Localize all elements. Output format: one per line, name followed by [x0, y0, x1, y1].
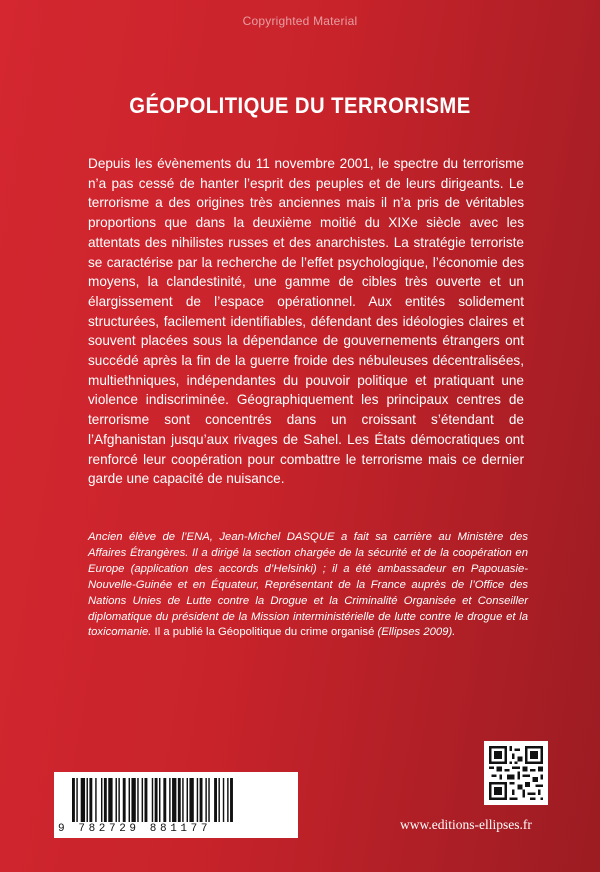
isbn-barcode — [54, 772, 298, 838]
copyright-watermark: Copyrighted Material — [242, 14, 358, 28]
book-summary: Depuis les évènements du 11 novembre 2001, le spectre du terrorisme n’a pas cessé de hanter l’esprit des peuples et de leurs dirigeants. Le terrorisme a des origines très anciennes mais il n’a pris de véritables proportions que dans la deuxième moitié du XIXe siècle avec les attentats des nihilistes russes et des anarchistes. La stratégie terroriste se caractérise par la recherche de l’effet psychologique, l’économie des moyens, la clandestinité, une gamme de cibles très ouverte et un élargissement de l’espace opérationnel. Aux entités solidement structurées, facilement identifiables, défendant des idéologies claires et souvent placées sous la dépendance de gouvernements étrangers ont succédé après la fin de la guerre froide des nébuleuses décentralisées, multiethniques, indépendantes du pouvoir politique et pratiquant une violence indiscriminée. Géographiquement les principaux centres de terrorisme sont concentrés dans un croissant s’étendant de l’Afghanistan jusqu’aux rivages de Sahel. Les États démocratiques ont renforcé leur coopération pour combattre le terrorisme mais ce dernier garde une capacité de nuisance. — [88, 156, 524, 487]
barcode-bars — [72, 778, 280, 822]
publisher-website[interactable]: www.editions-ellipses.fr — [400, 817, 532, 832]
author-bio-publisher: (Ellipses 2009). — [377, 626, 456, 639]
author-bio-main: Ancien élève de l’ENA, Jean-Michel DASQUE a fait sa carrière au Ministère des Affaires Étrangères. Il a dirigé la section chargée de la sécurité et de la coopération en Europe (application des accords d’Helsinki) ; il a été ambassadeur en Papouasie-Nouvelle-Guinée et en Équateur, Représentant de la France auprès de l’Office des Nations Unies de Lutte contre la Drogue et la Criminalité Organisée et Conseiller diplomatique du président de la Mission interministérielle de lutte contre le drogue et la toxicomanie. — [88, 531, 528, 639]
qr-code — [484, 741, 548, 805]
author-bio — [88, 530, 528, 641]
book-title: GÉOPOLITIQUE DU TERRORISME — [129, 92, 471, 118]
isbn-digits: 9 782729 881177 — [58, 823, 212, 835]
author-bio-publication: Il a publié la Géopolitique du crime organisé — [151, 626, 378, 639]
qr-code-icon — [489, 746, 543, 800]
